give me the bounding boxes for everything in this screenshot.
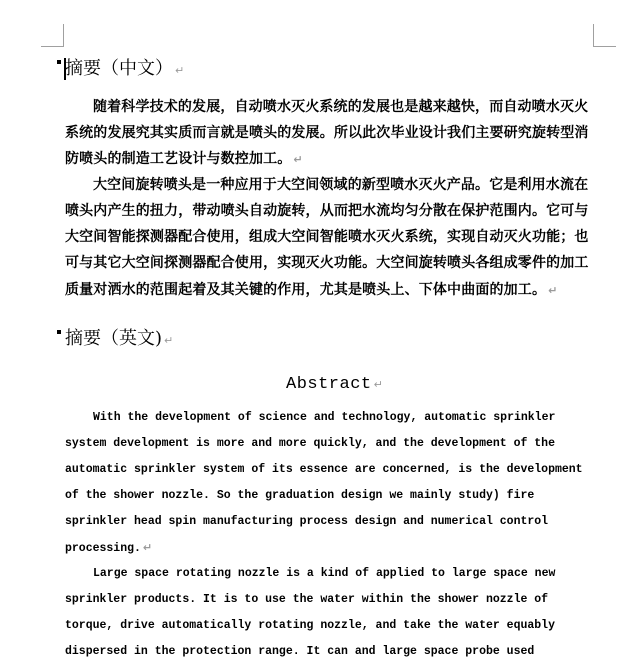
cn-line[interactable] (65, 253, 589, 273)
heading-abstract-english[interactable] (65, 328, 173, 352)
en-line-text: sprinkler products. It is to use the water within the shower nozzle of (65, 593, 549, 606)
en-line[interactable] (65, 461, 583, 479)
en-line[interactable] (93, 409, 555, 427)
cn-line[interactable] (93, 97, 588, 117)
en-line[interactable] (65, 591, 548, 609)
cn-line-text: 质量对洒水的范围起着及其关键的作用，尤其是喷头上、下体中曲面的加工。 (65, 282, 547, 298)
en-line[interactable] (65, 513, 548, 531)
en-line-text: torque, drive automatically rotating nozzle, and take the water equably (65, 619, 555, 632)
en-line[interactable] (65, 487, 534, 505)
abstract-title[interactable] (286, 374, 383, 396)
heading-cn-text: 摘要（中文） (65, 58, 173, 79)
heading-bullet-icon (57, 330, 61, 334)
page-corner-mark-left (41, 24, 64, 47)
paragraph-mark-icon: ↵ (142, 541, 153, 554)
en-line[interactable] (65, 643, 534, 661)
en-line-text: processing. (65, 542, 141, 555)
cn-line-text: 喷头内产生的扭力，带动喷头自动旋转，从而把水流均匀分散在保护范围内。它可与 (65, 203, 589, 219)
cn-line-text: 防喷头的制造工艺设计与数控加工。 (65, 151, 292, 167)
en-line[interactable] (65, 435, 555, 453)
cn-line[interactable] (93, 175, 588, 195)
en-line[interactable] (65, 539, 152, 558)
paragraph-mark-icon: ↵ (373, 378, 384, 391)
heading-en-text: 摘要（英文) (65, 328, 163, 349)
en-line-text: sprinkler head spin manufacturing process design and numerical control (65, 515, 549, 528)
en-line[interactable] (93, 565, 555, 583)
paragraph-mark-icon: ↵ (175, 64, 185, 77)
en-line-text: system development is more and more quickly, and the development of the (65, 437, 555, 450)
paragraph-mark-icon: ↵ (548, 284, 558, 297)
paragraph-mark-icon: ↵ (164, 334, 174, 347)
cn-line-text: 系统的发展究其实质而言就是喷头的发展。所以此次毕业设计我们主要研究旋转型消 (65, 125, 589, 141)
cn-line-text: 可与其它大空间探测器配合使用，实现灭火功能。大空间旋转喷头各组成零件的加工 (65, 255, 589, 271)
en-line-text: automatic sprinkler system of its essence are concerned, is the development (65, 463, 583, 476)
en-line-text: of the shower nozzle. So the graduation design we mainly study) fire (65, 489, 535, 502)
en-line[interactable] (65, 617, 555, 635)
cn-line-text: 大空间旋转喷头是一种应用于大空间领域的新型喷水灭火产品。它是利用水流在 (93, 177, 589, 193)
cn-line[interactable] (65, 227, 589, 247)
paragraph-mark-icon: ↵ (293, 153, 303, 166)
cn-line[interactable] (65, 149, 303, 170)
cn-line[interactable] (65, 123, 589, 143)
en-line-text: With the development of science and technology, automatic sprinkler (93, 411, 556, 424)
cn-line-text: 随着科学技术的发展，自动喷水灭火系统的发展也是越来越快，而自动喷水灭火 (93, 99, 589, 115)
en-line-text: Large space rotating nozzle is a kind of applied to large space new (93, 567, 556, 580)
abstract-title-text: Abstract (286, 375, 372, 394)
en-line-text: dispersed in the protection range. It can and large space probe used (65, 645, 535, 658)
heading-bullet-icon (57, 60, 61, 64)
heading-abstract-chinese[interactable] (65, 58, 184, 82)
cn-line[interactable] (65, 201, 589, 221)
page-corner-mark-right (593, 24, 616, 47)
cn-line[interactable] (65, 280, 557, 301)
cn-line-text: 大空间智能探测器配合使用，组成大空间智能喷水灭火系统，实现自动灭火功能；也 (65, 229, 589, 245)
